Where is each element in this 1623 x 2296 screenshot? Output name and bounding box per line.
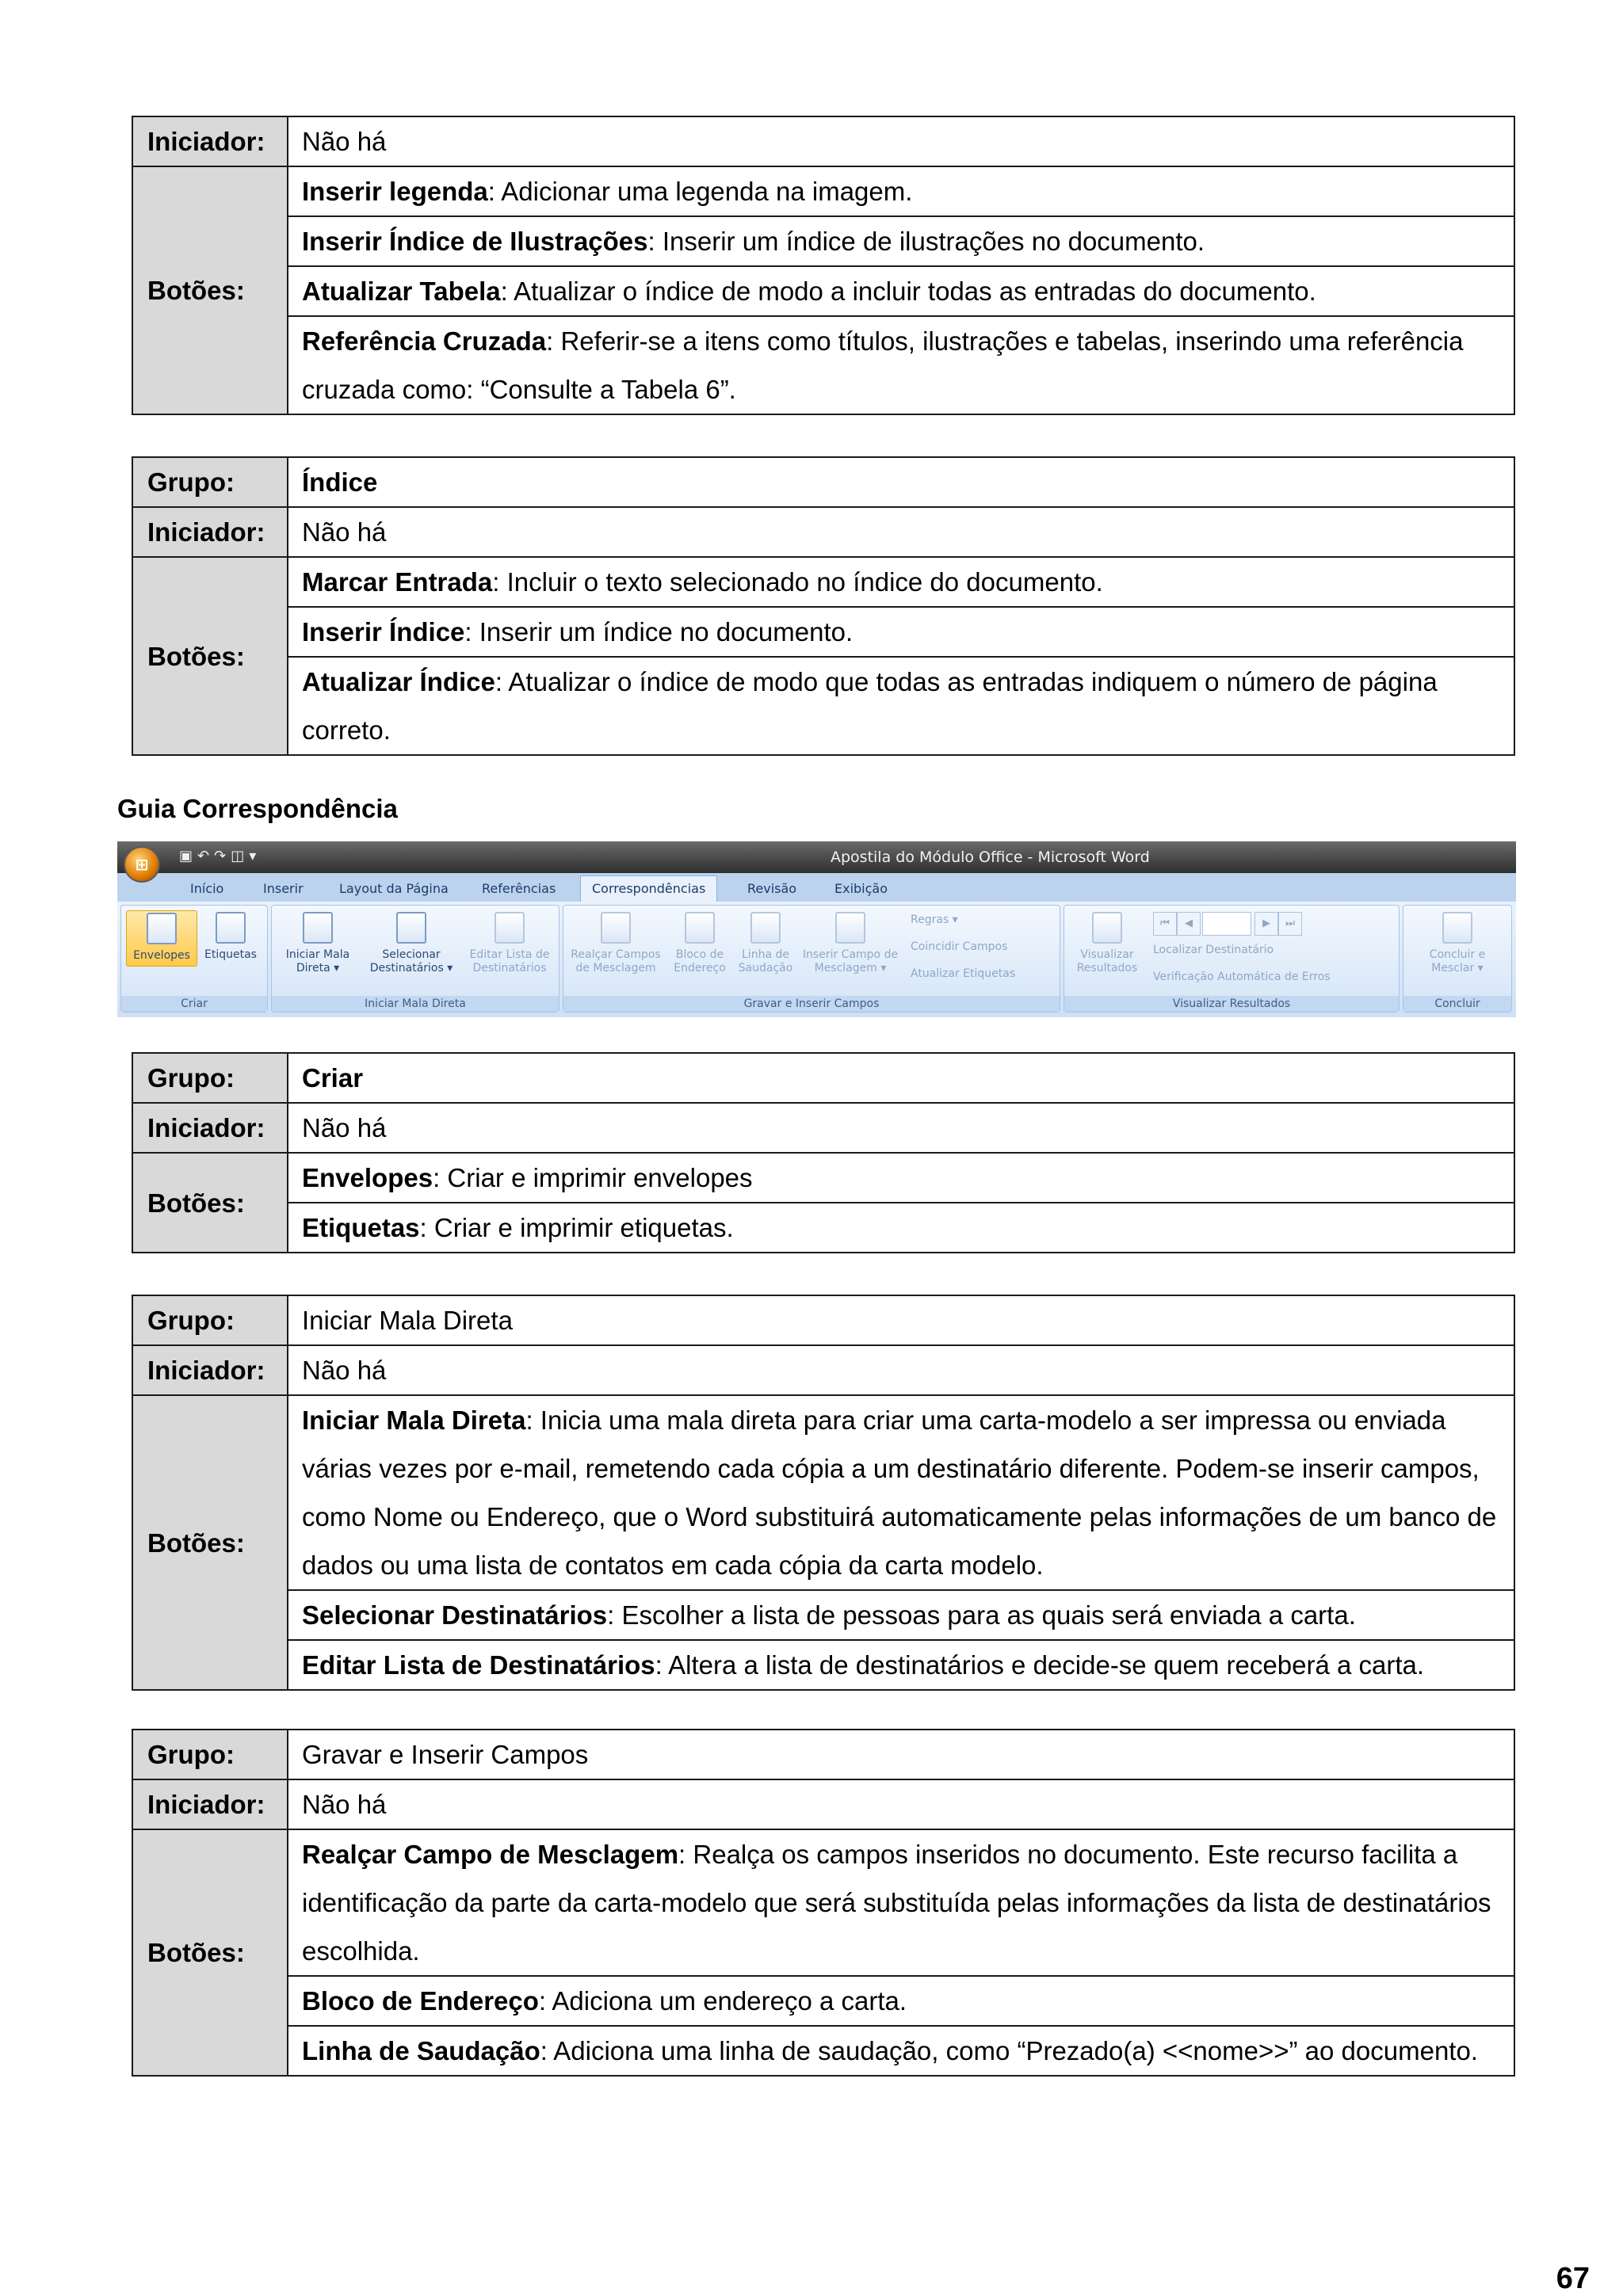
group-label: Iniciar Mala Direta bbox=[272, 996, 559, 1012]
description: : Realça os campos inseridos no documento. Este recurso facilita a identificação da parte da carta-modelo que será substituída pelas informações da lista de destinatários escolhida. bbox=[302, 1840, 1491, 1966]
first-record-icon[interactable]: ⏮ bbox=[1153, 912, 1177, 936]
iniciador-value: Não há bbox=[288, 1779, 1514, 1829]
grupo-label: Grupo: bbox=[132, 1730, 288, 1779]
table-row bbox=[288, 657, 1514, 755]
iniciar-mala-direta-label: Iniciar Mala Direta ▾ bbox=[285, 948, 350, 974]
customize-toolbar-icon[interactable]: ▾ bbox=[249, 848, 262, 864]
table-gravar-inserir-campos bbox=[132, 1729, 1515, 2077]
description: : Adicionar uma legenda na imagem. bbox=[487, 177, 913, 206]
coincidir-campos-button[interactable]: Coincidir Campos bbox=[911, 940, 1008, 953]
address-block-icon bbox=[685, 912, 715, 944]
term: Referência Cruzada bbox=[302, 326, 547, 356]
description: : Adiciona um endereço a carta. bbox=[538, 1986, 907, 2016]
botoes-label: Botões: bbox=[132, 1395, 288, 1690]
greeting-line-icon bbox=[750, 912, 781, 944]
botoes-label: Botões: bbox=[132, 1829, 288, 2076]
insert-field-icon bbox=[835, 912, 865, 944]
undo-icon[interactable]: ↶ bbox=[197, 848, 215, 864]
group-iniciar-mala-direta bbox=[271, 905, 559, 1013]
word-ribbon-screenshot bbox=[117, 841, 1516, 1017]
group-gravar-inserir-campos bbox=[563, 905, 1060, 1013]
term: Etiquetas bbox=[302, 1213, 420, 1242]
term: Inserir legenda bbox=[302, 177, 488, 206]
table-row bbox=[288, 1395, 1514, 1590]
etiquetas-button[interactable] bbox=[199, 912, 262, 962]
iniciador-label: Iniciador: bbox=[132, 1103, 288, 1153]
next-record-icon[interactable]: ▶ bbox=[1254, 912, 1278, 936]
botoes-label: Botões: bbox=[132, 166, 288, 414]
concluir-mesclar-label: Concluir e Mesclar ▾ bbox=[1429, 948, 1486, 974]
group-criar bbox=[120, 905, 268, 1013]
tab-referencias[interactable]: Referências bbox=[482, 881, 556, 896]
description: : Incluir o texto selecionado no índice do documento. bbox=[492, 567, 1103, 597]
tab-inicio[interactable]: Início bbox=[190, 881, 224, 896]
inserir-campo-button[interactable] bbox=[801, 912, 899, 975]
iniciador-value: Não há bbox=[288, 1103, 1514, 1153]
iniciador-label: Iniciador: bbox=[132, 1345, 288, 1395]
botoes-label: Botões: bbox=[132, 557, 288, 755]
description: : Inicia uma mala direta para criar uma carta-modelo a ser impressa ou enviada várias vezes por e-mail, remetendo cada cópia a um destinatário diferente. Podem-se inserir campos, como Nome ou Endereço, que o Word substituirá automaticamente pelas informações de um banco de dados ou uma lista de contatos em cada cópia da carta modelo. bbox=[302, 1405, 1497, 1580]
description: : Atualizar o índice de modo que todas as entradas indiquem o número de página correto. bbox=[302, 667, 1438, 745]
title-bar bbox=[117, 841, 1516, 873]
linha-saudacao-label: Linha de Saudação bbox=[738, 948, 793, 974]
previous-record-icon[interactable]: ◀ bbox=[1177, 912, 1201, 936]
finish-merge-icon bbox=[1442, 912, 1472, 944]
description: : Inserir um índice de ilustrações no documento. bbox=[647, 227, 1205, 256]
table-row bbox=[288, 607, 1514, 657]
document-icon bbox=[303, 912, 333, 944]
table-row bbox=[288, 2026, 1514, 2076]
grupo-value: Índice bbox=[288, 457, 1514, 507]
etiquetas-label: Etiquetas bbox=[204, 948, 257, 961]
verificacao-erros-button[interactable]: Verificação Automática de Erros bbox=[1153, 971, 1331, 983]
bloco-endereco-label: Bloco de Endereço bbox=[674, 948, 726, 974]
iniciador-label: Iniciador: bbox=[132, 1779, 288, 1829]
window-title: Apostila do Módulo Office - Microsoft Word bbox=[831, 849, 1150, 866]
bloco-endereco-button[interactable] bbox=[670, 912, 730, 975]
tab-revisao[interactable]: Revisão bbox=[747, 881, 797, 896]
group-concluir bbox=[1403, 905, 1512, 1013]
description: : Criar e imprimir etiquetas. bbox=[419, 1213, 734, 1242]
tab-inserir[interactable]: Inserir bbox=[263, 881, 304, 896]
description: : Atualizar o índice de modo a incluir todas as entradas do documento. bbox=[500, 277, 1316, 306]
table-row bbox=[288, 1153, 1514, 1203]
grupo-value: Criar bbox=[288, 1053, 1514, 1103]
table-row bbox=[288, 216, 1514, 266]
selecionar-destinatarios-button[interactable] bbox=[364, 912, 459, 975]
visualizar-resultados-label: Visualizar Resultados bbox=[1076, 948, 1138, 974]
term: Iniciar Mala Direta bbox=[302, 1405, 526, 1435]
group-label: Concluir bbox=[1403, 996, 1511, 1012]
iniciar-mala-direta-button[interactable] bbox=[277, 912, 359, 975]
linha-saudacao-button[interactable] bbox=[733, 912, 798, 975]
term: Envelopes bbox=[302, 1163, 433, 1192]
ribbon-groups bbox=[117, 902, 1516, 1017]
group-label: Visualizar Resultados bbox=[1064, 996, 1399, 1012]
description: : Altera a lista de destinatários e decide-se quem receberá a carta. bbox=[655, 1650, 1425, 1680]
section-heading: Guia Correspondência bbox=[117, 794, 398, 823]
term: Editar Lista de Destinatários bbox=[302, 1650, 655, 1680]
labels-icon bbox=[216, 912, 246, 944]
group-label: Criar bbox=[121, 996, 267, 1012]
editar-lista-label: Editar Lista de Destinatários bbox=[469, 948, 550, 974]
realcar-campos-label: Realçar Campos de Mesclagem bbox=[571, 948, 661, 974]
table-row bbox=[288, 1976, 1514, 2026]
description: : Adiciona uma linha de saudação, como “Prezado(a) <<nome>>” ao documento. bbox=[540, 2036, 1478, 2065]
botoes-label: Botões: bbox=[132, 1153, 288, 1253]
envelope-icon bbox=[147, 913, 177, 944]
save-icon[interactable]: ▣ bbox=[179, 848, 198, 864]
table-indice bbox=[132, 456, 1515, 756]
realcar-campos-button[interactable] bbox=[567, 912, 665, 975]
tab-exibicao[interactable]: Exibição bbox=[834, 881, 888, 896]
iniciador-value: Não há bbox=[288, 1345, 1514, 1395]
grupo-value: Iniciar Mala Direta bbox=[288, 1295, 1514, 1345]
edit-list-icon bbox=[495, 912, 525, 944]
table-row bbox=[288, 266, 1514, 316]
redo-icon[interactable]: ↷ bbox=[214, 848, 231, 864]
table-row bbox=[288, 1203, 1514, 1253]
inserir-campo-label: Inserir Campo de Mesclagem ▾ bbox=[802, 948, 899, 974]
editar-lista-button[interactable] bbox=[464, 912, 556, 975]
term: Marcar Entrada bbox=[302, 567, 493, 597]
tab-layout[interactable]: Layout da Página bbox=[339, 881, 449, 896]
grupo-label: Grupo: bbox=[132, 457, 288, 507]
envelopes-label: Envelopes bbox=[133, 949, 190, 962]
selecionar-destinatarios-label: Selecionar Destinatários ▾ bbox=[369, 948, 453, 974]
table-row bbox=[288, 316, 1514, 414]
term: Linha de Saudação bbox=[302, 2036, 540, 2065]
table-row bbox=[288, 1590, 1514, 1640]
quick-access-toolbar[interactable] bbox=[179, 848, 261, 864]
recipients-icon bbox=[396, 912, 426, 944]
localizar-destinatario-button[interactable]: Localizar Destinatário bbox=[1153, 944, 1274, 956]
last-record-icon[interactable]: ⏭ bbox=[1278, 912, 1302, 936]
highlight-fields-icon bbox=[601, 912, 631, 944]
grupo-label: Grupo: bbox=[132, 1053, 288, 1103]
concluir-mesclar-button[interactable] bbox=[1407, 912, 1508, 975]
print-preview-icon[interactable]: ◫ bbox=[231, 848, 250, 864]
term: Inserir Índice bbox=[302, 617, 465, 646]
description: : Escolher a lista de pessoas para as quais será enviada a carta. bbox=[607, 1600, 1356, 1630]
iniciador-label: Iniciador: bbox=[132, 507, 288, 557]
term: Atualizar Índice bbox=[302, 667, 495, 696]
table-criar bbox=[132, 1052, 1515, 1253]
table-iniciar-mala-direta bbox=[132, 1295, 1515, 1691]
visualizar-resultados-button[interactable] bbox=[1067, 912, 1147, 975]
description: : Referir-se a itens como títulos, ilustrações e tabelas, inserindo uma referência cruzada como: “Consulte a Tabela 6”. bbox=[302, 326, 1464, 404]
group-visualizar-resultados bbox=[1064, 905, 1400, 1013]
iniciador-label: Iniciador: bbox=[132, 116, 288, 166]
table-legendas bbox=[132, 116, 1515, 415]
group-label: Gravar e Inserir Campos bbox=[563, 996, 1060, 1012]
term: Realçar Campo de Mesclagem bbox=[302, 1840, 679, 1869]
regras-button[interactable]: Regras ▾ bbox=[911, 913, 958, 926]
grupo-value: Gravar e Inserir Campos bbox=[288, 1730, 1514, 1779]
term: Bloco de Endereço bbox=[302, 1986, 539, 2016]
grupo-label: Grupo: bbox=[132, 1295, 288, 1345]
page-number: 67 bbox=[1556, 2262, 1590, 2295]
tab-correspondencias[interactable]: Correspondências bbox=[580, 875, 717, 902]
term: Atualizar Tabela bbox=[302, 277, 501, 306]
atualizar-etiquetas-button[interactable]: Atualizar Etiquetas bbox=[911, 967, 1016, 980]
iniciador-value: Não há bbox=[288, 116, 1514, 166]
table-row bbox=[288, 1640, 1514, 1690]
term: Selecionar Destinatários bbox=[302, 1600, 608, 1630]
term: Inserir Índice de Ilustrações bbox=[302, 227, 648, 256]
envelopes-button[interactable] bbox=[126, 910, 197, 967]
preview-icon bbox=[1092, 912, 1122, 944]
table-row bbox=[288, 557, 1514, 607]
ribbon-tabs bbox=[117, 873, 1516, 902]
table-row bbox=[288, 1829, 1514, 1976]
table-row bbox=[288, 166, 1514, 216]
iniciador-value: Não há bbox=[288, 507, 1514, 557]
description: : Inserir um índice no documento. bbox=[464, 617, 854, 646]
description: : Criar e imprimir envelopes bbox=[433, 1163, 753, 1192]
record-number-input[interactable] bbox=[1202, 912, 1251, 936]
office-button-icon[interactable]: ⊞ bbox=[124, 846, 160, 883]
